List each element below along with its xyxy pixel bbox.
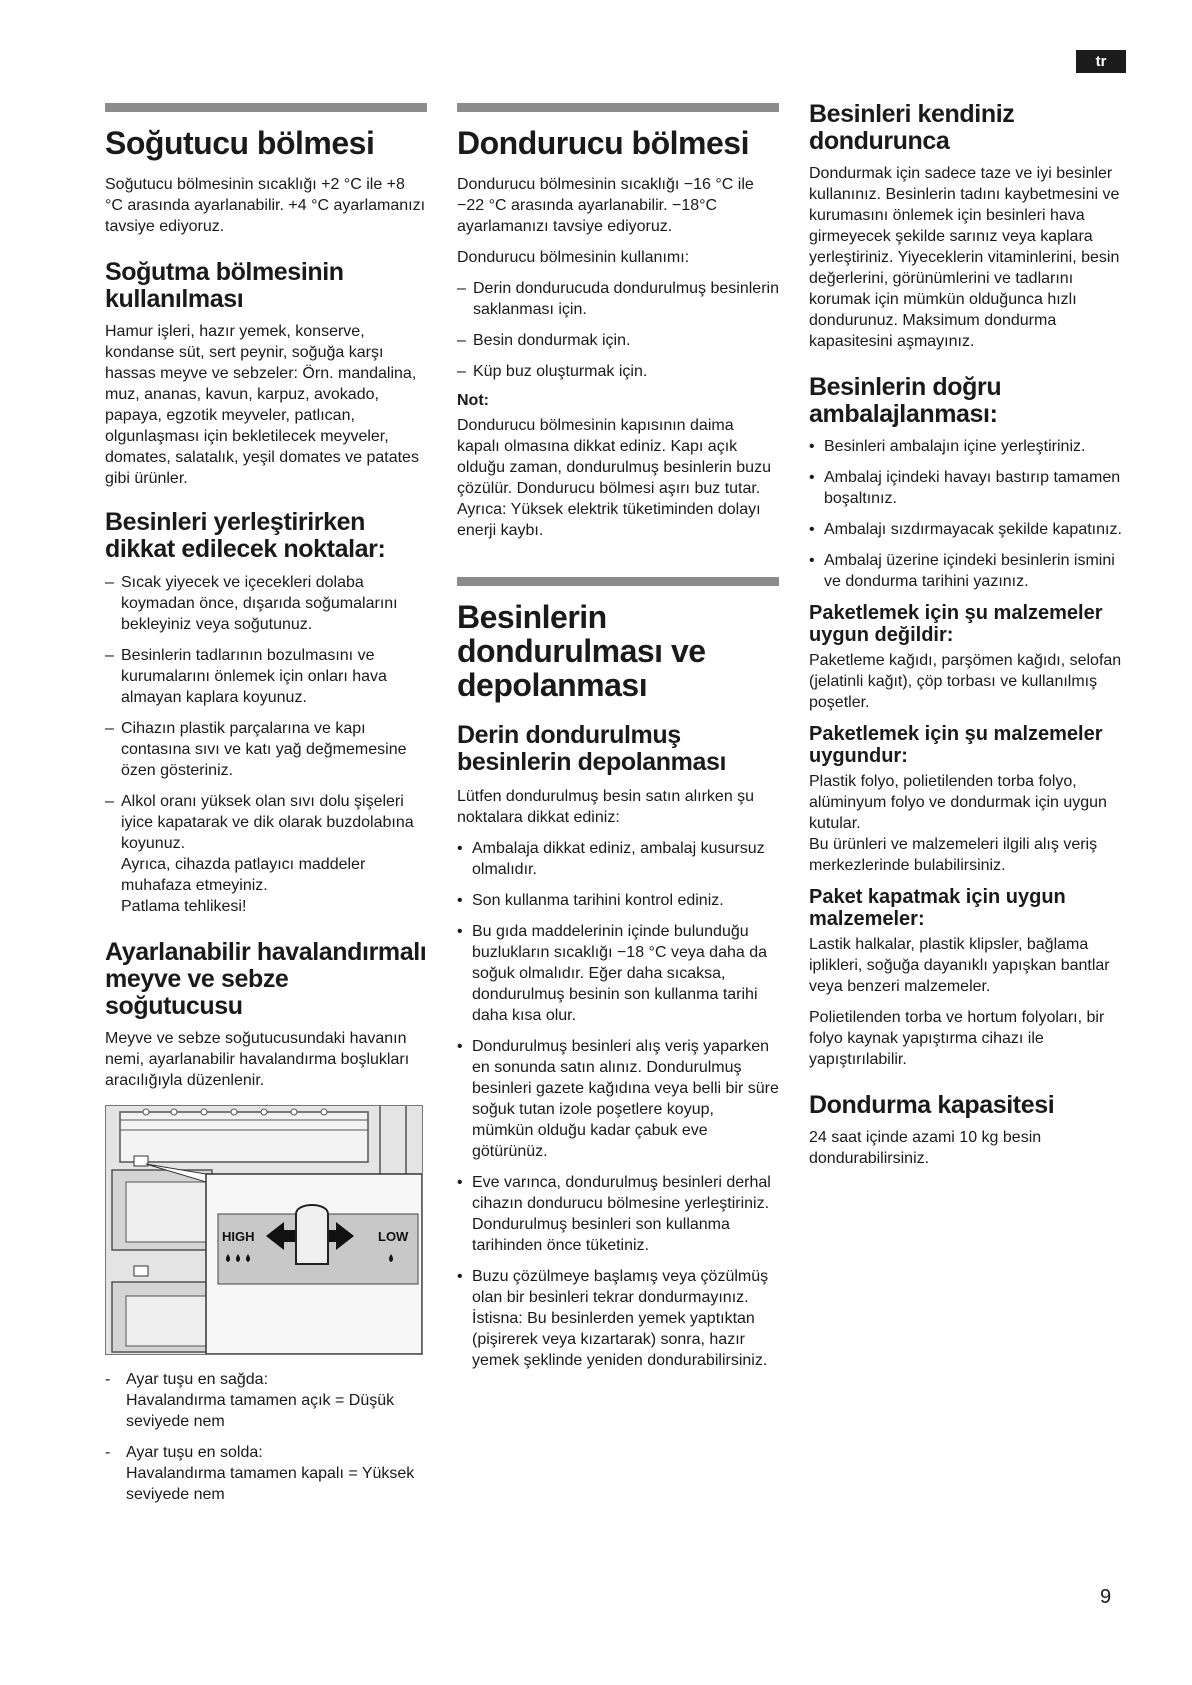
closing-text-2: Polietilenden torba ve hortum folyoları, bir folyo kaynak yapıştırma cihazı ile yapıştırılabilir. bbox=[809, 1009, 1105, 1068]
list-item: • Ambalaj içindeki havayı bastırıp tamamen boşaltınız. bbox=[809, 469, 1121, 507]
list-item: – Besinlerin tadlarının bozulmasını ve kurumalarını önlemek için onları hava almayan kaplara koyunuz. bbox=[105, 647, 387, 706]
section-rule bbox=[457, 577, 779, 586]
language-tag: tr bbox=[1076, 50, 1126, 73]
high-label: HIGH bbox=[222, 1229, 255, 1244]
freezing-storage-title: Besinlerin dondurulması ve depolanması bbox=[457, 599, 706, 703]
freezer-usage-intro: Dondurucu bölmesinin kullanımı: bbox=[457, 249, 690, 266]
freezer-compartment-title: Dondurucu bölmesi bbox=[457, 125, 749, 161]
fridge-usage-heading: Soğutma bölmesinin kullanılması bbox=[105, 258, 344, 313]
storage-heading: Derin dondurulmuş besinlerin depolanması bbox=[457, 721, 727, 776]
list-item: • Buzu çözülmeye başlamış veya çözülmüş olan bir besinleri tekrar dondurmayınız. İstisna: Bu besinlerden yemek yaptıktan (pişirerek veya kızartarak) sonra, hazır yemek şeklinde yeniden dondurabilirsiniz. bbox=[457, 1268, 769, 1369]
capacity-text: 24 saat içinde azami 10 kg besin dondurabilirsiniz. bbox=[809, 1129, 1042, 1167]
list-item: • Ambalaja dikkat ediniz, ambalaj kusursuz olmalıdır. bbox=[457, 840, 765, 878]
section-rule bbox=[105, 103, 427, 112]
list-item: • Dondurulmuş besinleri alış veriş yaparken en sonunda satın alınız. Dondurulmuş besinleri gazete kağıdına veya belli bir süre soğuk tutan izole poşetlere koyup, mümkün olduğu kadar çabuk eve götürünüz. bbox=[457, 1038, 779, 1160]
suitable-text: Plastik folyo, polietilenden torba folyo, alüminyum folyo ve dondurmak için uygun kutular. Bu ürünleri ve malzemeleri ilgili alış veriş merkezlerinde bulabilirsiniz. bbox=[809, 773, 1107, 874]
closing-text: Lastik halkalar, plastik klipsler, bağlama iplikleri, soğuğa dayanıklı yapışkan bantlar veya benzeri malzemeler. bbox=[809, 936, 1110, 995]
self-freeze-heading: Besinleri kendiniz dondurunca bbox=[809, 100, 1015, 155]
list-item: • Son kullanma tarihini kontrol ediniz. bbox=[457, 892, 724, 909]
note-text: Dondurucu bölmesinin kapısının daima kapalı olmasına dikkat ediniz. Kapı açık olduğu zaman, dondurulmuş besinlerin buzu çözülür. Dondurucu bölmesi aşırı buz tutar. Ayrıca: Yüksek elektrik tüketiminden dolayı enerji kaybı. bbox=[457, 417, 771, 539]
freezer-intro-text: Dondurucu bölmesinin sıcaklığı −16 °C ile −22 °C arasında ayarlanabilir. −18°C ayarlamanızı tavsiye ediyoruz. bbox=[457, 176, 754, 235]
packaging-list bbox=[809, 436, 1131, 592]
list-item: – Besin dondurmak için. bbox=[457, 332, 631, 349]
self-freeze-text: Dondurmak için sadece taze ve iyi besinler kullanınız. Besinlerin tadını kaybetmesini ve kurumasını önlemek için besinleri hava girmeyecek şekilde sarınız veya kaplara yerleştiriniz. Yiyeceklerin vitaminlerini, besin değerlerini, görünümlerini ve tadlarını korumak için mümkün olduğunca hızlı dondurunuz. Maksimum dondurma kapasitesini aşmayınız. bbox=[809, 165, 1120, 350]
list-item: – Küp buz oluşturmak için. bbox=[457, 363, 648, 380]
placing-list bbox=[105, 572, 427, 917]
unsuitable-heading: Paketlemek için şu malzemeler uygun değildir: bbox=[809, 602, 1103, 646]
capacity-heading: Dondurma kapasitesi bbox=[809, 1091, 1055, 1119]
storage-intro: Lütfen dondurulmuş besin satın alırken şu noktalara dikkat ediniz: bbox=[457, 788, 755, 826]
list-item: – Alkol oranı yüksek olan sıvı dolu şişeleri iyice kapatarak ve dik olarak buzdolabına koyunuz. Ayrıca, cihazda patlayıcı maddeler muhafaza etmeyiniz. Patlama tehlikesi! bbox=[105, 793, 414, 915]
section-rule bbox=[457, 103, 779, 112]
storage-list bbox=[457, 838, 779, 1371]
low-label: LOW bbox=[378, 1229, 409, 1244]
crisper-drawing bbox=[106, 1106, 422, 1354]
crisper-text: Meyve ve sebze soğutucusundaki havanın nemi, ayarlanabilir havalandırma boşlukları aracılığıyla düzenlenir. bbox=[105, 1030, 410, 1089]
list-item: • Ambalaj üzerine içindeki besinlerin ismini ve dondurma tarihini yazınız. bbox=[809, 552, 1115, 590]
fridge-compartment-title: Soğutucu bölmesi bbox=[105, 125, 375, 161]
placing-heading: Besinleri yerleştirirken dikkat edilecek noktalar: bbox=[105, 508, 386, 563]
closing-heading: Paket kapatmak için uygun malzemeler: bbox=[809, 886, 1066, 930]
note-label: Not: bbox=[457, 392, 489, 409]
packaging-heading: Besinlerin doğru ambalajlanması: bbox=[809, 373, 1002, 428]
list-item: – Cihazın plastik parçalarına ve kapı contasına sıvı ve katı yağ değmemesine özen gösteriniz. bbox=[105, 720, 407, 779]
suitable-heading: Paketlemek için şu malzemeler uygundur: bbox=[809, 723, 1103, 767]
list-item: • Eve varınca, dondurulmuş besinleri derhal cihazın dondurucu bölmesine yerleştiriniz. Dondurulmuş besinleri son kullanma tarihinden önce tüketiniz. bbox=[457, 1174, 771, 1254]
list-item: • Bu gıda maddelerinin içinde bulunduğu buzlukların sıcaklığı −18 °C veya daha da soğuk olmalıdır. Eğer daha sıcaksa, dondurulmuş besinin son kullanma tarihi daha kısa olur. bbox=[457, 923, 768, 1024]
crisper-heading: Ayarlanabilir havalandırmalı meyve ve sebze soğutucusu bbox=[105, 938, 427, 1020]
list-item: - Ayar tuşu en sağda: Havalandırma tamamen açık = Düşük seviyede nem bbox=[105, 1371, 395, 1430]
column-right bbox=[809, 0, 1131, 1169]
column-left bbox=[105, 0, 427, 1505]
crisper-illustration bbox=[105, 1105, 423, 1355]
fridge-usage-text: Hamur işleri, hazır yemek, konserve, kondanse süt, sert peynir, soğuğa karşı hassas meyve ve sebzeler: Örn. mandalina, muz, ananas, kavun, karpuz, avokado, papaya, egzotik meyveler, patlıcan, olgunlaşması için bekletilecek meyveler, domates, salatalık, yeşil domates ve patates gibi ürünler. bbox=[105, 323, 419, 487]
list-item: • Ambalajı sızdırmayacak şekilde kapatınız. bbox=[809, 521, 1122, 538]
setting-list bbox=[105, 1369, 427, 1505]
list-item: – Derin dondurucuda dondurulmuş besinlerin saklanması için. bbox=[457, 280, 779, 318]
list-item: – Sıcak yiyecek ve içecekleri dolaba koymadan önce, dışarıda soğumalarını bekleyiniz veya soğutunuz. bbox=[105, 574, 398, 633]
unsuitable-text: Paketleme kağıdı, parşömen kağıdı, selofan (jelatinli kağıt), çöp torbası ve kullanılmış poşetler. bbox=[809, 652, 1122, 711]
page-number: 9 bbox=[1100, 1586, 1112, 1608]
list-item: - Ayar tuşu en solda: Havalandırma tamamen kapalı = Yüksek seviyede nem bbox=[105, 1444, 415, 1503]
column-middle bbox=[457, 0, 779, 1371]
fridge-intro-text: Soğutucu bölmesinin sıcaklığı +2 °C ile +8 °C arasında ayarlanabilir. +4 °C ayarlamanızı tavsiye ediyoruz. bbox=[105, 176, 426, 235]
list-item: • Besinleri ambalajın içine yerleştiriniz. bbox=[809, 438, 1086, 455]
freezer-usage-list bbox=[457, 278, 779, 382]
